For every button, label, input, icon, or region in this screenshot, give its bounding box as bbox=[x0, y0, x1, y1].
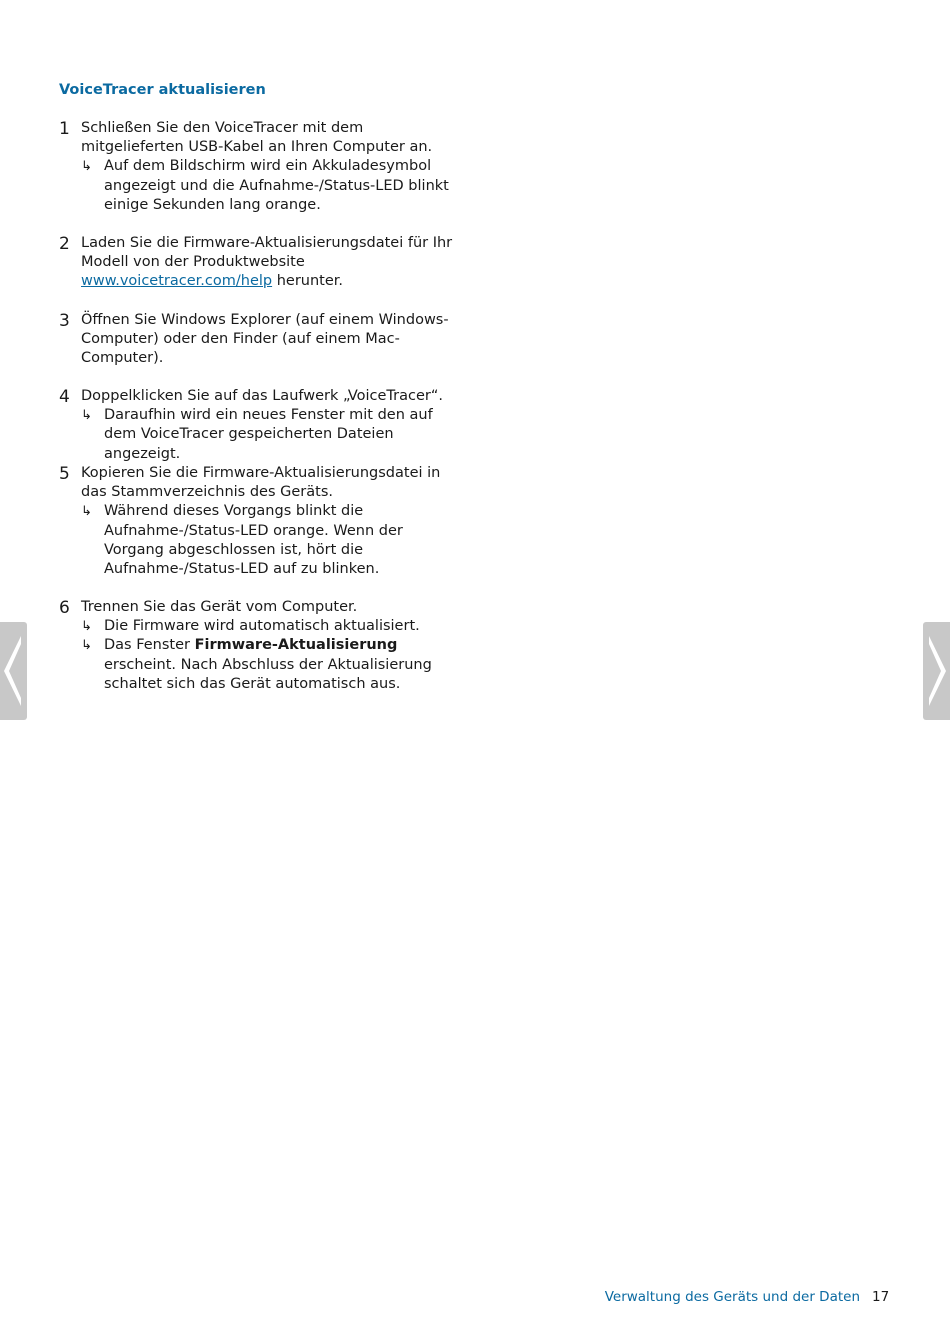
step-result bbox=[81, 636, 459, 694]
result-arrow-icon: ↳ bbox=[81, 619, 92, 635]
result-arrow-icon: ↳ bbox=[81, 504, 92, 520]
result-text: Daraufhin wird ein neues Fenster mit den auf dem VoiceTracer gespeicherten Dateien angezeigt. bbox=[104, 407, 433, 462]
step-number: 5 bbox=[59, 464, 70, 484]
previous-page-button[interactable] bbox=[0, 622, 27, 720]
step-result bbox=[81, 502, 459, 579]
step-5 bbox=[59, 464, 459, 579]
result-text: Die Firmware wird automatisch aktualisiert. bbox=[104, 618, 420, 635]
step-number: 3 bbox=[59, 311, 70, 331]
step-text: Kopieren Sie die Firmware-Aktualisierungsdatei in das Stammverzeichnis des Geräts. bbox=[81, 465, 441, 501]
step-3 bbox=[59, 311, 459, 369]
result-text: Auf dem Bildschirm wird ein Akkuladesymbol angezeigt und die Aufnahme-/Status-LED blinkt einige Sekunden lang orange. bbox=[104, 158, 449, 213]
step-result bbox=[81, 406, 459, 464]
step-text-after: herunter. bbox=[272, 273, 344, 290]
step-text-before: Laden Sie die Firmware-Aktualisierungsdatei für Ihr Modell von der Produktwebsite bbox=[81, 235, 453, 271]
chevron-right-icon bbox=[923, 622, 950, 720]
step-text bbox=[81, 234, 459, 292]
next-page-button[interactable] bbox=[923, 622, 950, 720]
result-arrow-icon: ↳ bbox=[81, 638, 92, 654]
voicetracer-help-link[interactable]: www.voicetracer.com/help bbox=[81, 273, 273, 290]
step-2 bbox=[59, 234, 459, 292]
step-number: 1 bbox=[59, 119, 70, 139]
step-text: Doppelklicken Sie auf das Laufwerk „VoiceTracer“. bbox=[81, 388, 443, 404]
step-result bbox=[81, 617, 459, 636]
step-number: 4 bbox=[59, 387, 70, 407]
result-text-after: erscheint. Nach Abschluss der Aktualisierung schaltet sich das Gerät automatisch aus. bbox=[104, 656, 432, 692]
step-4 bbox=[59, 387, 459, 464]
result-arrow-icon: ↳ bbox=[81, 408, 92, 424]
result-bold-term: Firmware-Aktualisierung bbox=[194, 637, 398, 654]
section-heading: VoiceTracer aktualisieren bbox=[59, 82, 266, 98]
footer-section-title: Verwaltung des Geräts und der Daten bbox=[604, 1289, 860, 1305]
step-number: 2 bbox=[59, 234, 70, 254]
result-arrow-icon: ↳ bbox=[81, 159, 92, 175]
chevron-left-icon bbox=[0, 622, 27, 720]
step-number: 6 bbox=[59, 598, 70, 618]
step-text: Trennen Sie das Gerät vom Computer. bbox=[81, 599, 358, 615]
result-text-before: Das Fenster bbox=[104, 637, 195, 654]
step-1 bbox=[59, 119, 459, 215]
step-text: Schließen Sie den VoiceTracer mit dem mitgelieferten USB-Kabel an Ihren Computer an. bbox=[81, 120, 433, 156]
step-6 bbox=[59, 598, 459, 694]
page-number: 17 bbox=[872, 1289, 890, 1305]
step-text: Öffnen Sie Windows Explorer (auf einem Windows-Computer) oder den Finder (auf einem Mac-Computer). bbox=[81, 312, 449, 367]
result-text: Während dieses Vorgangs blinkt die Aufnahme-/Status-LED orange. Wenn der Vorgang abgeschlossen ist, hört die Aufnahme-/Status-LED auf zu blinken. bbox=[104, 503, 403, 578]
step-result bbox=[81, 157, 459, 215]
